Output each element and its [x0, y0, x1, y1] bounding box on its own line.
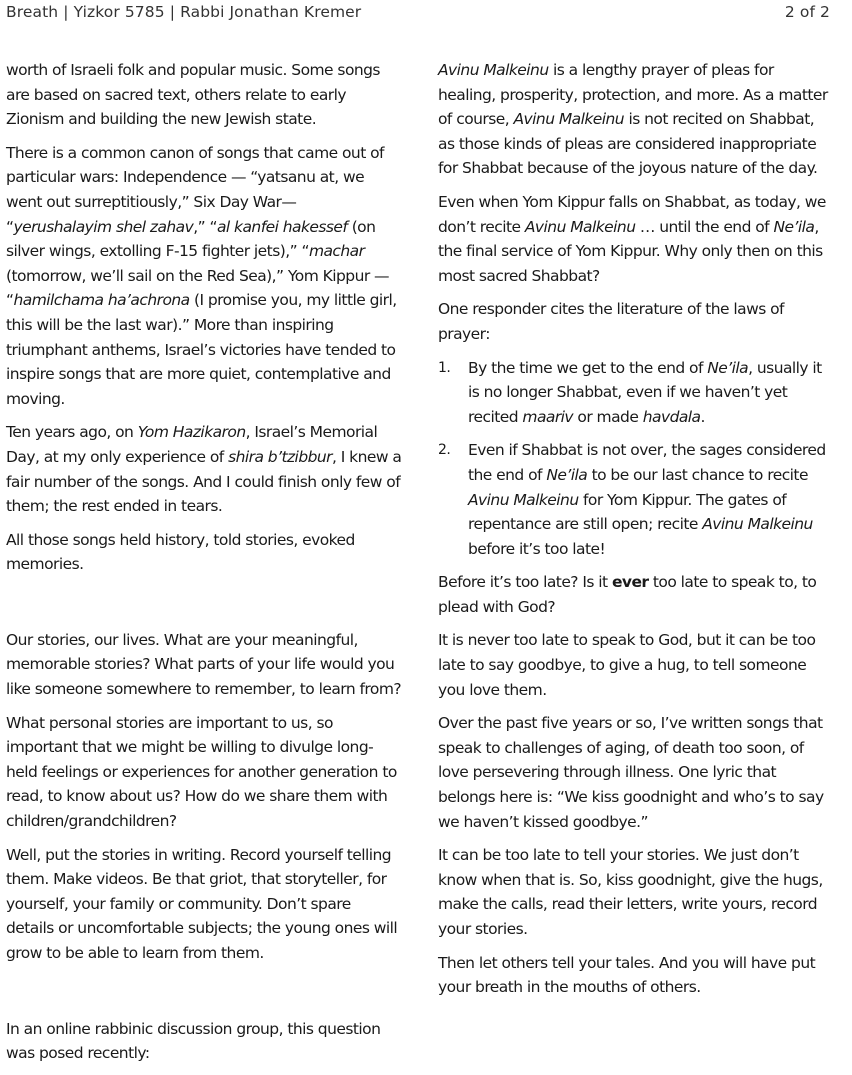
list-number: 2. [438, 442, 451, 459]
paragraph: Even when Yom Kippur falls on Shabbat, as today, we don’t recite Avinu Malkeinu … until the end of Ne’ila, the final service of Yom Kippur. Why only then on this most sacred Shabbat? [438, 192, 826, 285]
paragraph: Our stories, our lives. What are your meaningful, memorable stories? What parts of your life would you like someone somewhere to remember, to learn from? [6, 630, 402, 699]
document-title: Breath | Yizkor 5785 | Rabbi Jonathan Kremer [6, 3, 362, 21]
paragraph: Well, put the stories in writing. Record yourself telling them. Make videos. Be that griot, that storyteller, for yourself, your family or community. Don’t spare details or uncomfortable subjects; the young ones will grow to be able to learn from them. [6, 845, 398, 962]
paragraph: Before it’s too late? Is it ever too late to speak to, to plead with God? [438, 573, 817, 616]
left-column [6, 58, 402, 1075]
paragraph: In an online rabbinic discussion group, this question was posed recently: [6, 1019, 381, 1063]
list-number: 1. [438, 359, 451, 376]
paragraph: What personal stories are important to us, so important that we might be willing to divulge long-held feelings or experiences for another generation to read, to know about us? How do we share them with children/grandchildren? [6, 713, 397, 831]
numbered-list [438, 356, 830, 562]
paragraph: Ten years ago, on Yom Hazikaron, Israel’s Memorial Day, at my only experience of shira b’tzibbur, I knew a fair number of the songs. And I could finish only few of them; the rest ended in tears. [6, 423, 402, 516]
paragraph: Over the past five years or so, I’ve written songs that speak to challenges of aging, of death too soon, of love persevering through illness. One lyric that belongs here is: “We kiss goodnight and who’s to say we haven’t kissed goodbye.” [438, 714, 824, 831]
paragraph: It is never too late to speak to God, but it can be too late to say goodbye, to give a hug, to tell someone you love them. [438, 631, 816, 699]
list-item: 2. Even if Shabbat is not over, the sages considered the end of Ne’ila to be our last chance to recite Avinu Malkeinu for Yom Kippur. The gates of repentance are still open; recite Avinu Malkeinu before it’s too late! [438, 438, 830, 561]
paragraph: worth of Israeli folk and popular music. Some songs are based on sacred text, others relate to early Zionism and building the new Jewish state. [6, 61, 380, 129]
paragraph: Then let others tell your tales. And you will have put your breath in the mouths of others. [438, 953, 816, 997]
section-break [6, 586, 402, 628]
paragraph: It can be too late to tell your stories. We just don’t know when that is. So, kiss goodnight, give the hugs, make the calls, read their letters, write yours, record your stories. [438, 846, 823, 938]
page-number: 2 of 2 [784, 3, 830, 21]
paragraph: One responder cites the literature of the laws of prayer: [438, 300, 784, 343]
list-item: 1. By the time we get to the end of Ne’ila, usually it is no longer Shabbat, even if we haven’t yet recited maariv or made havdala. [438, 356, 830, 430]
paragraph: Avinu Malkeinu is a lengthy prayer of pleas for healing, prosperity, protection, and more. As a matter of course, Avinu Malkeinu is not recited on Shabbat, as those kinds of pleas are considered inappropriate for Shabbat because of the joyous nature of the day. [438, 61, 828, 178]
paragraph: All those songs held history, told stories, evoked memories. [6, 530, 355, 574]
page-header [6, 3, 830, 25]
right-column [438, 58, 830, 1009]
paragraph: There is a common canon of songs that came out of particular wars: Independence — “yatsanu at, we went out surreptitiously,” Six Day War— “yerushalayim shel zahav,” “al kanfei hakessef (on silver wings, extolling F-15 fighter jets),” “machar (tomorrow, we’ll sail on the Red Sea),” Yom Kippur — “hamilchama ha’achrona (I promise you, my little girl, this will be the last war).” More than inspiring triumphant anthems, Israel’s victories have tended to inspire songs that are more quiet, contemplative and moving. [6, 143, 397, 408]
section-break [6, 975, 402, 1017]
